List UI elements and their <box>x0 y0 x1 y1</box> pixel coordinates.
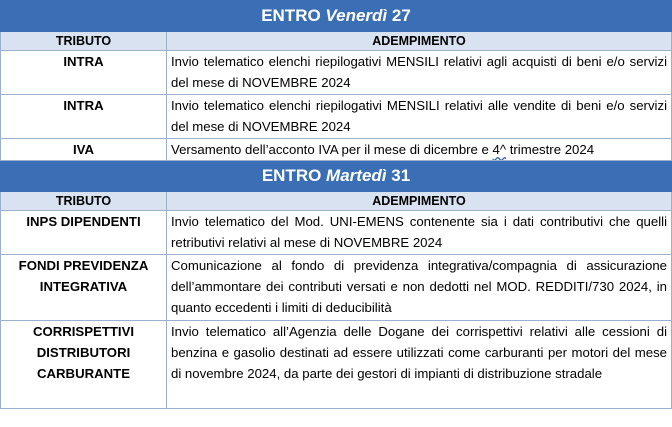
adempimento-cell <box>167 139 672 161</box>
adempimento-cell: Invio telematico elenchi riepilogativi MENSILI relativi alle vendite di beni e/o servizi del mese di NOVEMBRE 2024 <box>167 95 672 139</box>
section-banner-friday <box>1 1 672 32</box>
adempimento-cell: Invio telematico del Mod. UNI-EMENS contenente sia i dati contributivi che quelli retributivi relativi al mese di NOVEMBRE 2024 <box>167 211 672 255</box>
table-row <box>1 321 672 409</box>
table-row <box>1 51 672 95</box>
adempimento-cell: Comunicazione al fondo di previdenza integrativa/compagnia di assicurazione dell’ammontare dei contributi versati e non dedotti nel MOD. REDDITI/730 2024, in quanto eccedenti i limiti di deducibilità <box>167 255 672 321</box>
spellcheck-mark: 4^ <box>492 142 507 157</box>
banner-day: Martedì <box>326 166 387 185</box>
banner-prefix: ENTRO <box>261 6 321 25</box>
adempimento-text: trimestre 2024 <box>506 142 595 157</box>
adempimento-cell: Invio telematico elenchi riepilogativi MENSILI relativi agli acquisti di beni e/o servizi del mese di NOVEMBRE 2024 <box>167 51 672 95</box>
tributo-cell: INPS DIPENDENTI <box>1 211 167 255</box>
col-header-adempimento: ADEMPIMENTO <box>167 32 672 51</box>
banner-date: 27 <box>391 6 411 25</box>
column-header-row <box>1 32 672 51</box>
table-row <box>1 255 672 321</box>
banner-title <box>1 1 672 32</box>
col-header-tributo: TRIBUTO <box>1 192 167 211</box>
col-header-adempimento: ADEMPIMENTO <box>167 192 672 211</box>
col-header-tributo: TRIBUTO <box>1 32 167 51</box>
tributo-cell: INTRA <box>1 95 167 139</box>
banner-prefix: ENTRO <box>261 166 322 185</box>
table-row <box>1 95 672 139</box>
tributo-cell: FONDI PREVIDENZA INTEGRATIVA <box>1 255 167 321</box>
table-row <box>1 139 672 161</box>
table-row <box>1 211 672 255</box>
tributo-cell: CORRISPETTIVI DISTRIBUTORI CARBURANTE <box>1 321 167 409</box>
tributo-cell: IVA <box>1 139 167 161</box>
adempimento-text: Versamento dell’acconto IVA per il mese di dicembre e <box>171 142 493 157</box>
column-header-row <box>1 192 672 211</box>
banner-day: Venerdì <box>325 6 388 25</box>
banner-title <box>1 161 672 192</box>
adempimento-cell: Invio telematico all’Agenzia delle Dogane dei corrispettivi relativi alle cessioni di benzina e gasolio destinati ad essere utilizzati come carburanti per motori del mese di novembre 2024, da parte dei gestori di impianti di distribuzione stradale <box>167 321 672 409</box>
banner-date: 31 <box>391 166 411 185</box>
section-banner-tuesday <box>1 161 672 192</box>
tributo-cell: INTRA <box>1 51 167 95</box>
